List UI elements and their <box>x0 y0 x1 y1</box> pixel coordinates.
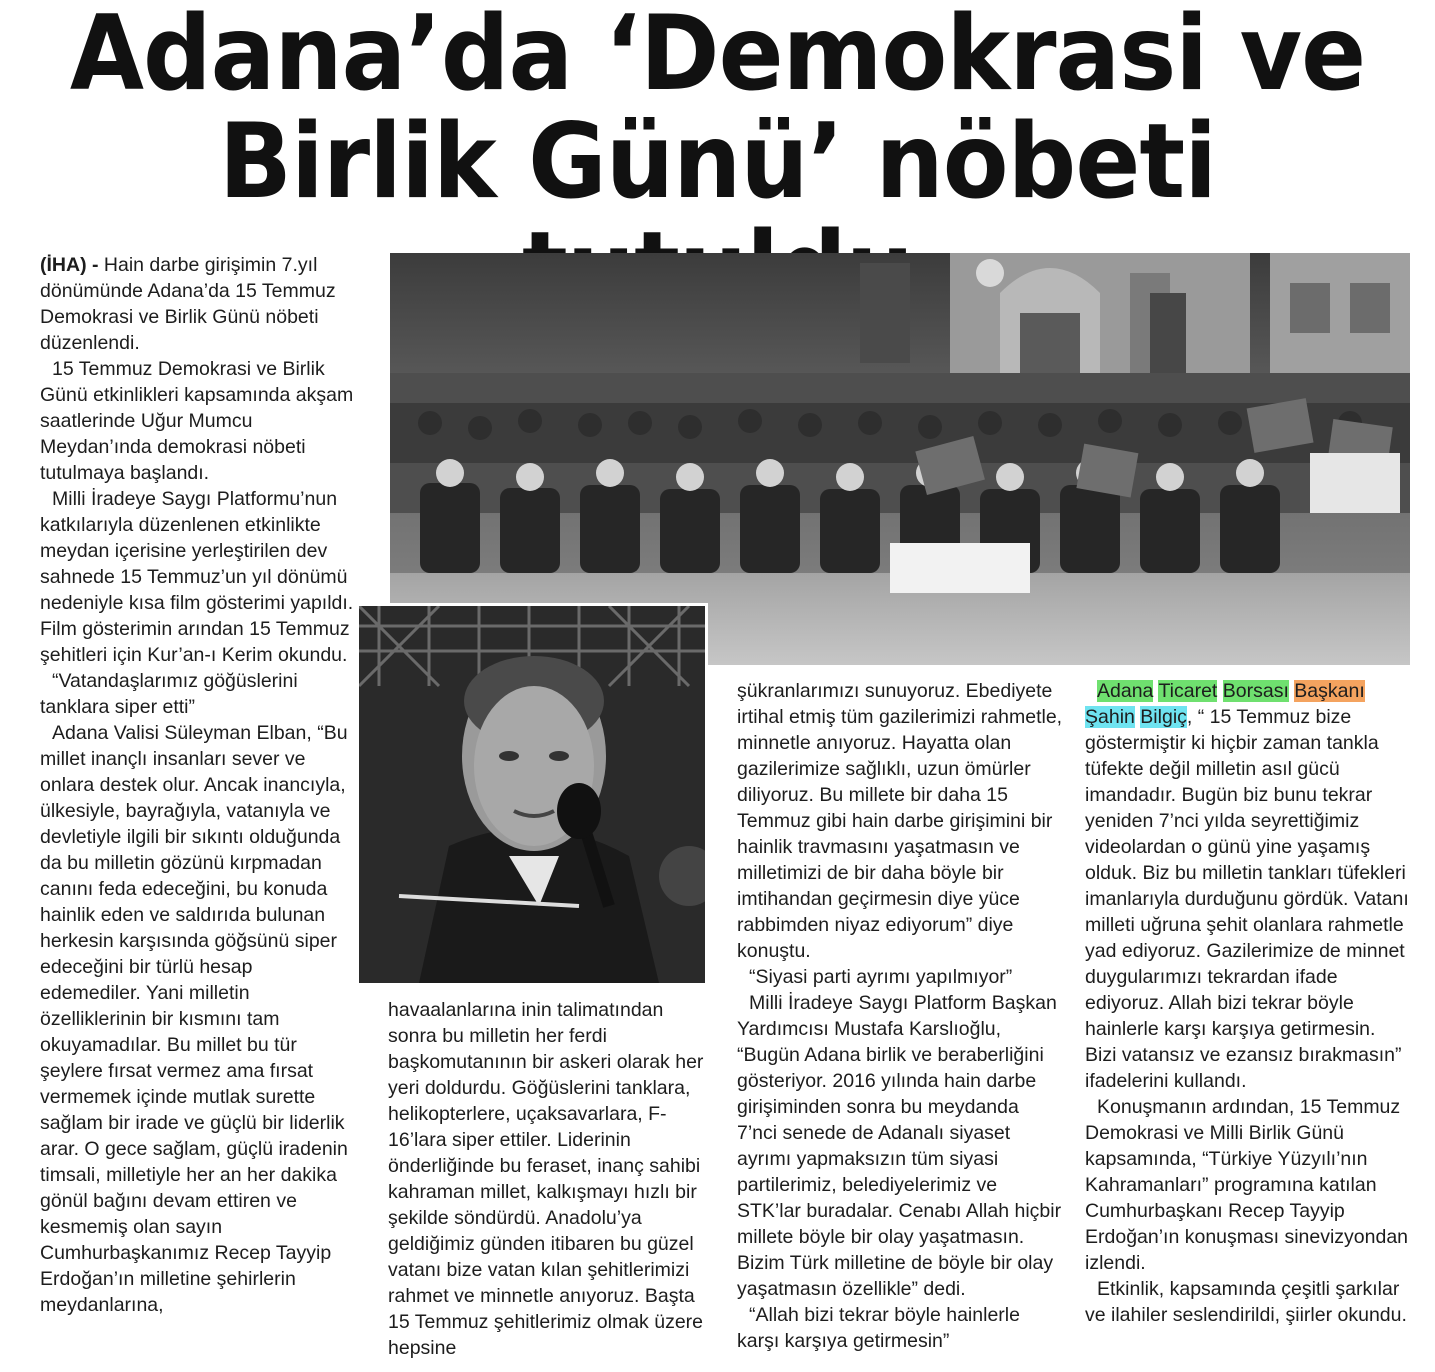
highlighted-name-word: Bilgiç <box>1140 706 1187 728</box>
paragraph: havaalanlarına inin talimatından sonra bu milletin her ferdi başkomutanının bir askeri olarak her yeri doldurdu. Göğüslerini tanklara, helikopterlere, uçaksavarlara, F-16’lara siper ettiler. Liderinin önderliğinde bu feraset, inanç sahibi kahraman millet, kalkışmayı hızlı bir şekilde söndürdü. Anadolu’ya geldiğimiz günden itibaren bu güzel vatanı bize vatan kılan şehitlerimizi rahmet ve minnetle anıyoruz. Başta 15 Temmuz şehitlerimiz olmak üzere hepsine <box>388 999 704 1359</box>
governor-photo-image <box>359 606 705 983</box>
paragraph: Milli İradeye Saygı Platformu’nun katkılarıyla düzenlenen etkinlikte meydan içerisine yerleştirilen dev sahnede 15 Temmuz’un yıl dönümü nedeniyle kısa film gösterimi yapıldı. Film gösterimin arından 15 Temmuz şehitleri için Kur’an-ı Kerim okundu. <box>40 488 354 666</box>
paragraph: şükranlarımızı sunuyoruz. Ebediyete irtihal etmiş tüm gazilerimizi rahmetle, minnetle anıyoruz. Hayatta olan gazilerimize sağlıklı, uzun ömürler diliyoruz. Bu millete bir daha 15 Temmuz gibi hain darbe girişimini bir hainlik travmasını yaşatmasın ve milletimizi de bir daha böyle bir imtihandan geçirmesin diye yüce rabbimden niyaz ediyorum” diye konuştu. <box>737 680 1063 962</box>
news-source: (İHA) - <box>40 254 99 276</box>
highlighted-org-word: Adana <box>1097 680 1154 702</box>
paragraph: Milli İradeye Saygı Platform Başkan Yardımcısı Mustafa Karslıoğlu, “Bugün Adana birlik ve beraberliğini gösteriyor. 2016 yılında hain darbe girişiminden sonra bu meydanda 7’nci senede de Adanalı siyaset ayrımı yapmaksızın tüm siyasi partilerimiz, belediyelerimiz ve STK’lar buradalar. Cenabı Allah hiçbir millete böyle bir olay yaşatmasın. Bizim Türk milletine de böyle bir olay yaşatmasın özellikle” dedi. <box>737 992 1062 1300</box>
paragraph: Konuşmanın ardından, 15 Temmuz Demokrasi ve Milli Birlik Günü kapsamında, “Türkiye Yüzyılı’nın Kahramanları” programına katılan Cumhurbaşkanı Recep Tayyip Erdoğan’ın konuşması sinevizyondan izlendi. <box>1085 1096 1409 1274</box>
subheading: “Siyasi parti ayrımı yapılmıyor” <box>749 966 1013 988</box>
highlighted-org-word: Borsası <box>1222 680 1289 702</box>
article-column-1 <box>40 252 356 1318</box>
governor-photo <box>356 603 708 986</box>
headline-line-2: Birlik Günü’ nöbeti <box>218 102 1217 222</box>
paragraph: Hain darbe girişimin 7.yıl dönümünde Adana’da 15 Temmuz Demokrasi ve Birlik Günü nöbeti düzenlendi. <box>40 254 336 354</box>
highlighted-org-word: Ticaret <box>1158 680 1218 702</box>
article-column-3 <box>737 678 1063 1354</box>
article-column-2 <box>388 997 710 1361</box>
highlighted-title-word: Başkanı <box>1294 680 1365 702</box>
headline-line-1: Adana’da ‘Demokrasi ve <box>69 0 1366 114</box>
paragraph <box>1085 678 1411 1094</box>
paragraph: Adana Valisi Süleyman Elban, “Bu millet inançlı insanları sever ve onlara destek olur. Ancak inancıyla, ülkesiyle, bayrağıyla, vatanıyla ve devletiyle ilgili bir sıkıntı olduğunda da bu milletin gözünü kırpmadan canını feda edeceğini, bu konuda hainlik eden ve saldırıda bulunan herkesin karşısında göğsünü siper edeceğini bir türlü hesap edemediler. Yani milletin özelliklerinin bir kısmını tam okuyamadılar. Bu millet bu tür şeylere fırsat vermez ama fırsat vermemek içinde mutlak surette sağlam bir irade ve güçlü bir liderlik arar. O gece sağlam, güçlü iradenin timsali, milletiyle her an her dakika gönül bağını devam ettiren ve kesmemiş olan sayın Cumhurbaşkanımız Recep Tayyip Erdoğan’ın milletine şehirlerin meydanlarına, <box>40 722 348 1316</box>
paragraph: Etkinlik, kapsamında çeşitli şarkılar ve ilahiler seslendirildi, şiirler okundu. <box>1085 1278 1407 1326</box>
paragraph-text: , “ 15 Temmuz bize göstermiştir ki hiçbir zaman tankla tüfekte değil milletin asıl gücü imandadır. Bugün biz bunu tekrar yeniden 7’nci yılda seyrettiğimiz videolardan o günü yine yaşamış olduk. Biz bu milletin tankları tüfekleri imanlarıyla durduğunu gördük. Vatanı milleti uğruna şehit olanlara rahmetle yad ediyoruz. Gazilerimize de minnet duygularımızı tekrardan ifade ediyoruz. Allah bizi tekrar böyle hainlerle karşı karşıya getirmesin. Bizi vatansız ve ezansız bırakmasın” ifadelerini kullandı. <box>1085 706 1409 1092</box>
paragraph: 15 Temmuz Demokrasi ve Birlik Günü etkinlikleri kapsamında akşam saatlerinde Uğur Mumcu Meydan’ında demokrasi nöbeti tutulmaya başlandı. <box>40 358 354 484</box>
subheading: “Vatandaşlarımız göğüslerini tanklara siper etti” <box>40 670 298 718</box>
highlighted-name-word: Şahin <box>1085 706 1135 728</box>
article-column-4 <box>1085 678 1411 1328</box>
subheading: “Allah bizi tekrar böyle hainlerle karşı karşıya getirmesin” <box>737 1304 1020 1352</box>
